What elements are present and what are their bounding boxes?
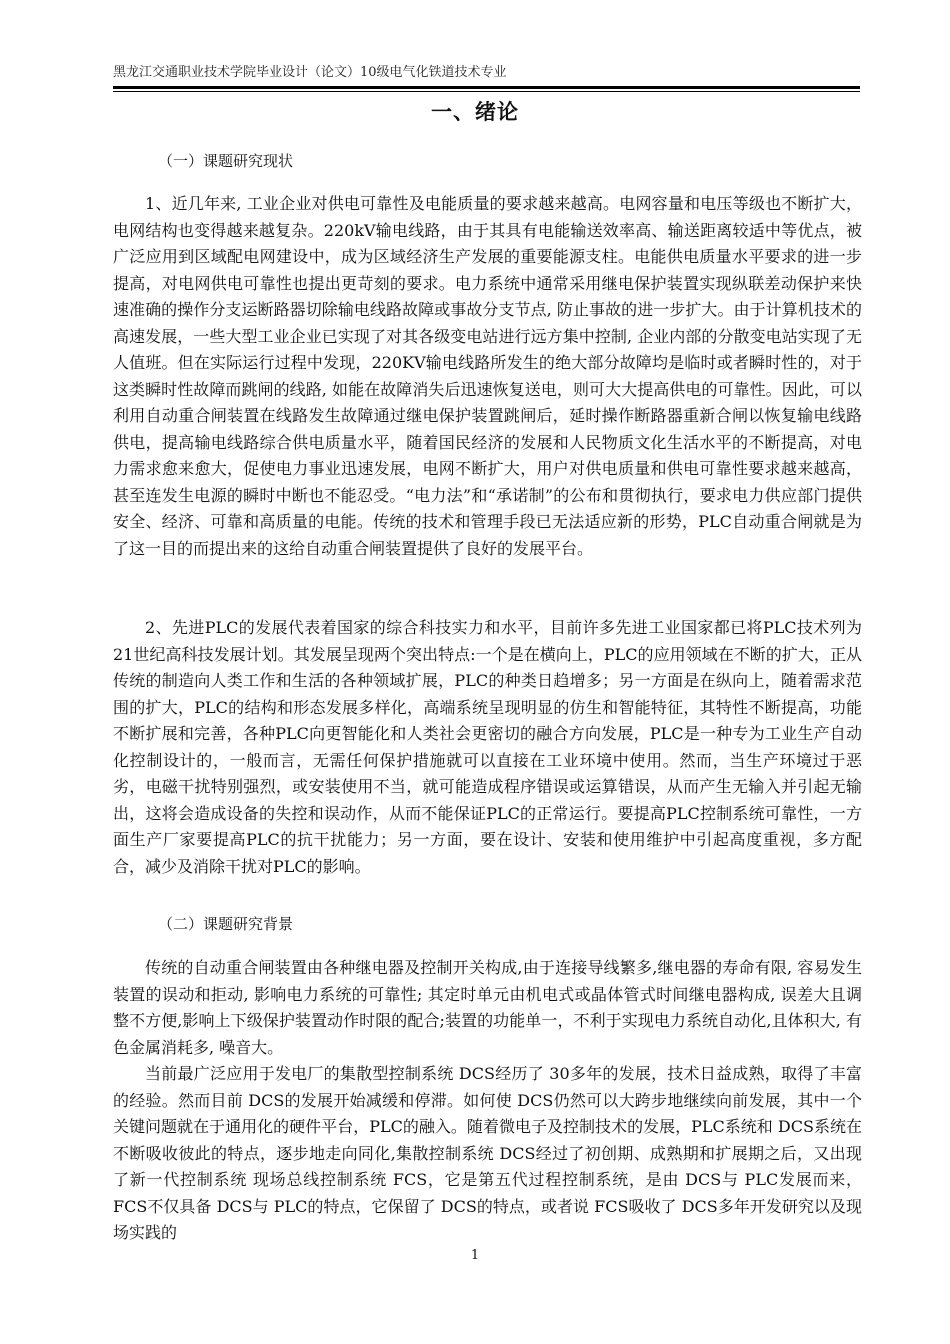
header-rule-thick — [113, 86, 860, 89]
paragraph-4: 当前最广泛应用于发电厂的集散型控制系统 DCS经历了 30多年的发展，技术日益成熟，取得了丰富的经验。然而目前 DCS的发展开始减缓和停滞。如何使 DCS仍然可以大跨步地继续向前发展，其中一个关键问题就在于通用化的硬件平台，PLC的融入。随着微电子及控制技术的发展，PLC系统和 DCS系统在不断吸收彼此的特点，逐步地走向同化,集散控制系统 DCS经过了初创期、成熟期和扩展期之后，又出现了新一代控制系统 现场总线控制系统 FCS，它是第五代过程控制系统，是由 DCS与 PLC发展而来，FCS不仅具备 DCS与 PLC的特点，它保留了 DCS的特点，或者说 FCS吸收了 DCS多年开发研究以及现场实践的 — [113, 1064, 862, 1242]
header-rule-thin — [113, 91, 860, 92]
running-header: 黑龙江交通职业技术学院毕业设计（论文）10级电气化铁道技术专业 — [113, 65, 507, 80]
section-heading-1: （一）课题研究现状 — [158, 152, 294, 170]
paragraph-2: 2、先进PLC的发展代表着国家的综合科技实力和水平，目前许多先进工业国家都已将PLC技术列为21世纪高科技发展计划。其发展呈现两个突出特点:一个是在横向上，PLC的应用领域在不断的扩大，正从传统的制造向人类工作和生活的各种领域扩展，PLC的种类日趋增多；另一方面是在纵向上，随着需求范围的扩大，PLC的结构和形态发展多样化，高端系统呈现明显的仿生和智能特征，其特性不断提高，功能不断扩展和完善，各种PLC向更智能化和人类社会更密切的融合方向发展，PLC是一种专为工业生产自动化控制设计的，一般而言，无需任何保护措施就可以直接在工业环境中使用。然而，当生产环境过于恶劣，电磁干扰特别强烈，或安装使用不当，就可能造成程序错误或运算错误，从而产生无输入并引起无输出，这将会造成设备的失控和误动作，从而不能保证PLC的正常运行。要提高PLC控制系统可靠性，一方面生产厂家要提高PLC的抗干扰能力；另一方面，要在设计、安装和使用维护中引起高度重视，多方配合，减少及消除干扰对PLC的影响。 — [113, 618, 862, 876]
chapter-title: 一、绪论 — [431, 99, 519, 124]
page-number: 1 — [470, 1248, 480, 1263]
paragraph-3: 传统的自动重合闸装置由各种继电器及控制开关构成,由于连接导线繁多,继电器的寿命有限, 容易发生装置的误动和拒动, 影响电力系统的可靠性; 其定时单元由机电式或晶体管式时间继电器构成, 误差大且调整不方便,影响上下级保护装置动作时限的配合;装置的功能单一，不利于实现电力系统自动化,且体积大, 有色金属消耗多, 噪音大。 — [113, 958, 862, 1057]
paragraph-1: 1、近几年来, 工业企业对供电可靠性及电能质量的要求越来越高。电网容量和电压等级也不断扩大，电网结构也变得越来越复杂。220kV输电线路，由于其具有电能输送效率高、输送距离较适中等优点，被广泛应用到区域配电网建设中，成为区域经济生产发展的重要能源支柱。电能供电质量水平要求的进一步提高，对电网供电可靠性也提出更苛刻的要求。电力系统中通常采用继电保护装置实现纵联差动保护来快速准确的操作分支运断路器切除输电线路故障或事故分支节点, 防止事故的进一步扩大。由于计算机技术的高速发展，一些大型工业企业已实现了对其各级变电站进行远方集中控制, 企业内部的分散变电站实现了无人值班。但在实际运行过程中发现，220KV输电线路所发生的绝大部分故障均是临时或者瞬时性的，对于这类瞬时性故障而跳闸的线路, 如能在故障消失后迅速恢复送电，则可大大提高供电的可靠性。因此，可以利用自动重合闸装置在线路发生故障通过继电保护装置跳闸后，延时操作断路器重新合闸以恢复输电线路供电，提高输电线路综合供电质量水平，随着国民经济的发展和人民物质文化生活水平的不断提高，对电力需求愈来愈大，促使电力事业迅速发展，电网不断扩大，用户对供电质量和供电可靠性要求越来越高，甚至连发生电源的瞬时中断也不能忍受。“电力法”和“承诺制”的公布和贯彻执行，要求电力供应部门提供安全、经济、可靠和高质量的电能。传统的技术和管理手段已无法适应新的形势，PLC自动重合闸就是为了这一目的而提出来的这给自动重合闸装置提供了良好的发展平台。 — [113, 194, 862, 558]
section-heading-2: （二）课题研究背景 — [158, 915, 294, 933]
